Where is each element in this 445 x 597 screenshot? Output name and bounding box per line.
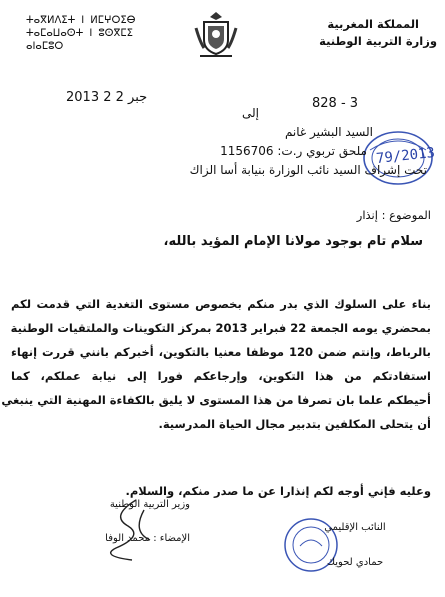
header-ministry-tifinagh bbox=[26, 14, 146, 53]
letter-body bbox=[1, 292, 431, 436]
coat-of-arms-emblem bbox=[192, 8, 240, 60]
header-ministry-ar bbox=[302, 16, 437, 50]
addressee-block bbox=[9, 104, 429, 180]
tifinagh-line-1: ⵜⴰⴳⵍⴷⵉⵜ ⵏ ⵍⵎⵖⵔⵉⴱ bbox=[26, 15, 136, 26]
ministry-name: وزارة التربية الوطنية bbox=[319, 34, 437, 48]
body-line: استفادتكم من هذا التكوين، وإرجاعكم فورا إلى نيابة عملكم، كما bbox=[11, 369, 431, 383]
body-line: أن يتحلى المكلفين بتدبير مجال الحياة المدرسية. bbox=[158, 417, 431, 431]
signatory-name: حمادي لحويك bbox=[326, 557, 384, 568]
tifinagh-line-2: ⵜⴰⵎⴰⵡⴰⵙⵜ ⵏ ⵓⵙⴳⵎⵉ bbox=[26, 28, 133, 39]
reference-number: 828 - 3 bbox=[312, 96, 359, 111]
letter-subject: الموضوع : إنذار bbox=[356, 208, 431, 222]
addressee-supervision: تحت إشراف السيد نائب الوزارة بنيابة أسا الزاك bbox=[189, 163, 427, 177]
letter-date: 2013 جبر 2 2 bbox=[66, 90, 148, 105]
stamp-number: 79/2013 bbox=[375, 144, 436, 168]
body-line: بمحضري يومه الجمعة 22 فبراير 2013 بمركز التكوينات والملتقيات الوطنية bbox=[10, 321, 431, 335]
body-line: أحيطكم علما بان تصرفا من هذا المستوى لا يليق بالكفاءة المهنية التي ينبغي bbox=[1, 393, 431, 407]
body-line: بناء على السلوك الذي بدر منكم بخصوص مستوى التغدية التي قدمت لكم bbox=[11, 297, 431, 311]
greeting: سلام تام بوجود مولانا الإمام المؤيد بالله، bbox=[163, 234, 423, 249]
addressee-role: ملحق تربوي ر.ت: 1156706 bbox=[220, 144, 367, 158]
handwritten-signature-icon bbox=[40, 496, 200, 568]
kingdom-name: المملكة المغربية bbox=[327, 17, 419, 31]
closing-line: وعليه فإني أوجه لكم إنذارا عن ما صدر منكم، والسلام. bbox=[125, 484, 431, 498]
addressee-to: إلى bbox=[242, 106, 259, 120]
signatory-title: النائب الإقليمي bbox=[324, 522, 386, 533]
tifinagh-line-3: ⴰⵏⴰⵎⵓⵔ bbox=[26, 41, 64, 52]
body-line: بالرباط، وإنتم ضمن 120 موظفا معنيا بالتكوين، أخبركم بانني قررت إنهاء bbox=[11, 345, 431, 359]
signature-right bbox=[295, 521, 415, 569]
addressee-name: السيد البشير غانم bbox=[284, 125, 373, 139]
minister-title: وزير التربية الوطنية bbox=[109, 499, 190, 510]
minister-name: الإمضاء : محمد الوفا bbox=[105, 533, 190, 544]
